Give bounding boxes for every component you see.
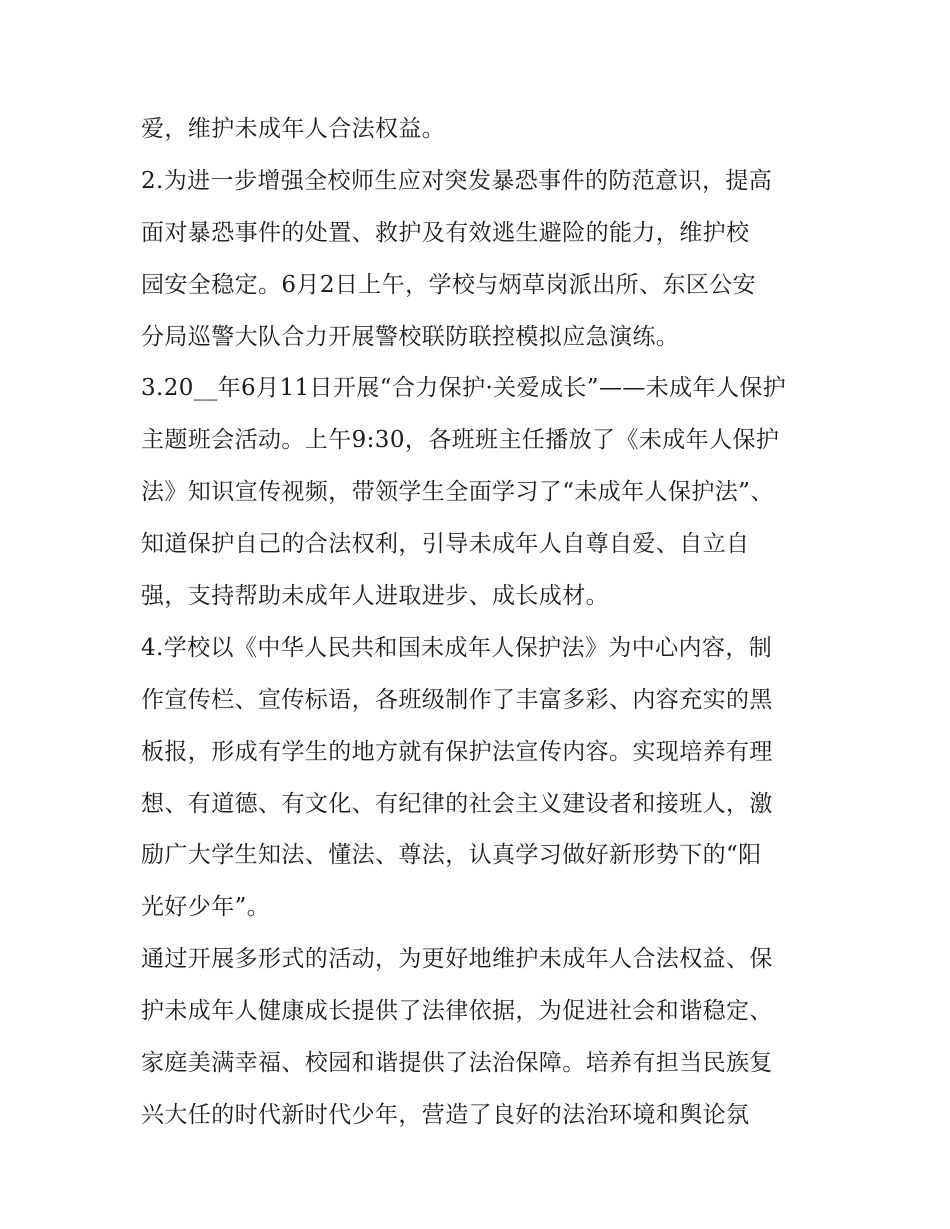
text-line: 护未成年人健康成长提供了法律依据，为促进社会和谐稳定、	[141, 998, 773, 1025]
text-line: 作宣传栏、宣传标语，各班级制作了丰富多彩、内容充实的黑	[141, 686, 773, 713]
text-line: 家庭美满幸福、校园和谐提供了法治保障。培养有担当民族复	[141, 1050, 773, 1077]
text-line: 想、有道德、有文化、有纪律的社会主义建设者和接班人，激	[141, 790, 773, 817]
text-line: 知道保护自己的合法权利，引导未成年人自尊自爱、自立自	[141, 531, 750, 558]
text-line: 兴大任的时代新时代少年，营造了良好的法治环境和舆论氛	[141, 1101, 750, 1128]
text-line: 法》知识宣传视频，带领学生全面学习了“未成年人保护法”、	[141, 479, 774, 506]
text-line: 面对暴恐事件的处置、救护及有效逃生避险的能力，维护校	[141, 219, 750, 246]
text-line: 4.学校以《中华人民共和国未成年人保护法》为中心内容，制	[141, 634, 773, 661]
text-line: 园安全稳定。6月2日上午，学校与炳草岗派出所、东区公安	[141, 271, 757, 298]
text-line: 2.为进一步增强全校师生应对突发暴恐事件的防范意识，提高	[141, 167, 773, 194]
text-line: 通过开展多形式的活动，为更好地维护未成年人合法权益、保	[141, 946, 773, 973]
text-line: 主题班会活动。上午9:30，各班班主任播放了《未成年人保护	[141, 427, 780, 454]
text-line: 分局巡警大队合力开展警校联防联控模拟应急演练。	[141, 323, 680, 350]
text-line: 爱，维护未成年人合法权益。	[141, 116, 446, 142]
document-body	[141, 104, 821, 1142]
text-line: 板报，形成有学生的地方就有保护法宣传内容。实现培养有理	[141, 738, 773, 765]
text-line: 励广大学生知法、懂法、尊法，认真学习做好新形势下的“阳	[141, 842, 762, 869]
text-line: 光好少年”。	[141, 894, 271, 921]
text-line: 3.20__年6月11日开展“合力保护·关爱成长”——未成年人保护	[141, 375, 787, 402]
text-line: 强，支持帮助未成年人进取进步、成长成材。	[141, 583, 609, 610]
